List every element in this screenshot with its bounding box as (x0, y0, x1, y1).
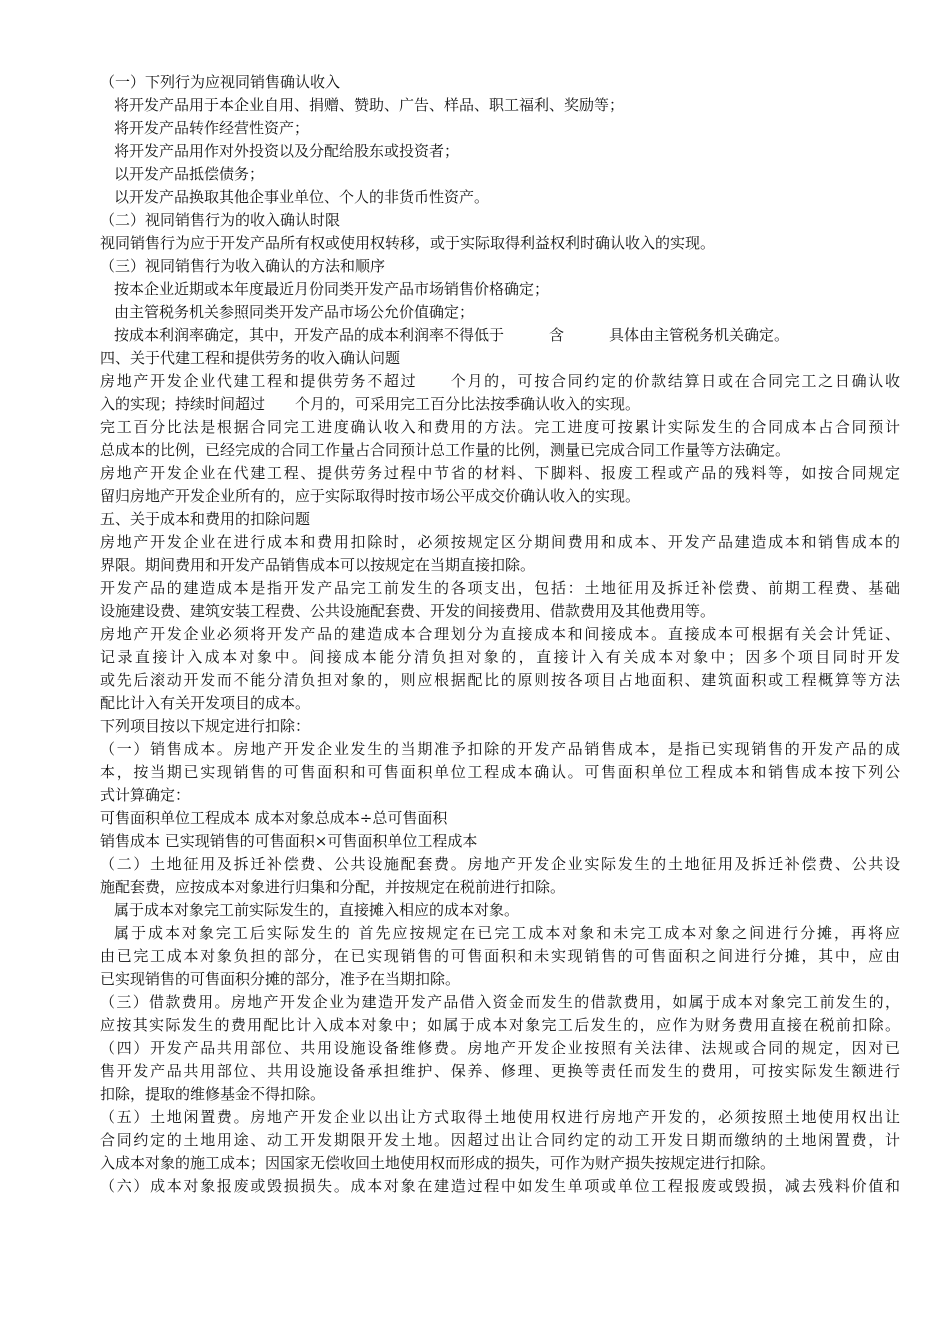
text-line: 房地产开发企业代建工程和提供劳务不超过 个月的，可按合同约定的价款结算日或在合同完工之日确认收 (100, 372, 900, 390)
text-line: 房地产开发企业在进行成本和费用扣除时，必须按规定区分期间费用和成本、开发产品建造成本和销售成本的 (100, 533, 900, 551)
text-line: 应按其实际发生的费用配比计入成本对象中；如属于成本对象完工后发生的，应作为财务费用直接在税前扣除。 (100, 1016, 900, 1034)
text-line: 将开发产品转作经营性资产； (114, 119, 310, 137)
text-line: 配比计入有关开发项目的成本。 (100, 694, 311, 712)
text-line: 本，按当期已实现销售的可售面积和可售面积单位工程成本确认。可售面积单位工程成本和销售成本按下列公 (100, 763, 900, 781)
text-line: 将开发产品用于本企业自用、捐赠、赞助、广告、样品、职工福利、奖励等； (114, 96, 625, 114)
text-line: 完工百分比法是根据合同完工进度确认收入和费用的方法。完工进度可按累计实际发生的合同成本占合同预计 (100, 418, 900, 436)
text-line: 以开发产品换取其他企事业单位、个人的非货币性资产。 (114, 188, 490, 206)
text-line: 由已完工成本对象负担的部分，在已实现销售的可售面积和未实现销售的可售面积之间进行分摊，其中，应由 (100, 947, 900, 965)
text-line: 将开发产品用作对外投资以及分配给股东或投资者； (114, 142, 460, 160)
text-line: 界限。期间费用和开发产品销售成本可以按规定在当期直接扣除。 (100, 556, 536, 574)
text-line: 按本企业近期或本年度最近月份同类开发产品市场销售价格确定； (114, 280, 550, 298)
text-line: （六）成本对象报废或毁损损失。成本对象在建造过程中如发生单项或单位工程报废或毁损，减去残料价值和 (100, 1177, 900, 1195)
text-line: （一）销售成本。房地产开发企业发生的当期准予扣除的开发产品销售成本，是指已实现销售的开发产品的成 (100, 740, 900, 758)
text-line: 记录直接计入成本对象中。间接成本能分清负担对象的，直接计入有关成本对象中；因多个项目同时开发 (100, 648, 900, 666)
text-line: 四、关于代建工程和提供劳务的收入确认问题 (100, 349, 401, 367)
text-line: 留归房地产开发企业所有的，应于实际取得时按市场公平成交价确认收入的实现。 (100, 487, 641, 505)
text-line: 或先后滚动开发而不能分清负担对象的，则应根据配比的原则按各项目占地面积、建筑面积或工程概算等方法 (100, 671, 900, 689)
text-line: 下列项目按以下规定进行扣除： (100, 717, 311, 735)
text-line: （三）视同销售行为收入确认的方法和顺序 (100, 257, 386, 275)
text-line: 由主管税务机关参照同类开发产品市场公允价值确定； (114, 303, 475, 321)
text-line: 房地产开发企业必须将开发产品的建造成本合理划分为直接成本和间接成本。直接成本可根据有关会计凭证、 (100, 625, 900, 643)
text-line: 视同销售行为应于开发产品所有权或使用权转移，或于实际取得利益权利时确认收入的实现。 (100, 234, 716, 252)
text-line: 开发产品的建造成本是指开发产品完工前发生的各项支出，包括：土地征用及拆迁补偿费、前期工程费、基础 (100, 579, 900, 597)
text-line: 入成本对象的施工成本；因国家无偿收回土地使用权而形成的损失，可作为财产损失按规定进行扣除。 (100, 1154, 776, 1172)
document-page (100, 71, 900, 1198)
text-line: 五、关于成本和费用的扣除问题 (100, 510, 311, 528)
text-line: 属于成本对象完工前实际发生的，直接摊入相应的成本对象。 (114, 901, 520, 919)
text-line: 按成本利润率确定，其中，开发产品的成本利润率不得低于 含 具体由主管税务机关确定。 (114, 326, 790, 344)
text-line: （二）土地征用及拆迁补偿费、公共设施配套费。房地产开发企业实际发生的土地征用及拆迁补偿费、公共设 (100, 855, 900, 873)
text-line: 施配套费，应按成本对象进行归集和分配，并按规定在税前进行扣除。 (100, 878, 566, 896)
text-line: 入的实现；持续时间超过 个月的，可采用完工百分比法按季确认收入的实现。 (100, 395, 641, 413)
text-line: 售开发产品共用部位、共用设施设备承担维护、保养、修理、更换等责任而发生的费用，可按实际发生额进行 (100, 1062, 900, 1080)
text-line: （三）借款费用。房地产开发企业为建造开发产品借入资金而发生的借款费用，如属于成本对象完工前发生的， (100, 993, 900, 1011)
text-line: 属于成本对象完工后实际发生的 首先应按规定在已完工成本对象和未完工成本对象之间进行分摊，再将应 (114, 924, 900, 942)
text-line: （二）视同销售行为的收入确认时限 (100, 211, 341, 229)
text-line: （四）开发产品共用部位、共用设施设备维修费。房地产开发企业按照有关法律、法规或合同的规定，因对已 (100, 1039, 900, 1057)
text-line: 可售面积单位工程成本 成本对象总成本÷总可售面积 (100, 809, 448, 827)
text-line: 设施建设费、建筑安装工程费、公共设施配套费、开发的间接费用、借款费用及其他费用等。 (100, 602, 716, 620)
text-line: （一）下列行为应视同销售确认收入 (100, 73, 341, 91)
text-line: 已实现销售的可售面积分摊的部分，准予在当期扣除。 (100, 970, 461, 988)
text-line: 房地产开发企业在代建工程、提供劳务过程中节省的材料、下脚料、报废工程或产品的残料等，如按合同规定 (100, 464, 900, 482)
text-line: 以开发产品抵偿债务； (114, 165, 265, 183)
text-line: 合同约定的土地用途、动工开发期限开发土地。因超过出让合同约定的动工开发日期而缴纳的土地闲置费，计 (100, 1131, 900, 1149)
text-line: 式计算确定： (100, 786, 191, 804)
text-line: 扣除，提取的维修基金不得扣除。 (100, 1085, 326, 1103)
text-line: （五）土地闲置费。房地产开发企业以出让方式取得土地使用权进行房地产开发的，必须按照土地使用权出让 (100, 1108, 900, 1126)
text-line: 销售成本 已实现销售的可售面积×可售面积单位工程成本 (100, 832, 478, 850)
text-line: 总成本的比例，已经完成的合同工作量占合同预计总工作量的比例，测量已完成合同工作量等方法确定。 (100, 441, 791, 459)
